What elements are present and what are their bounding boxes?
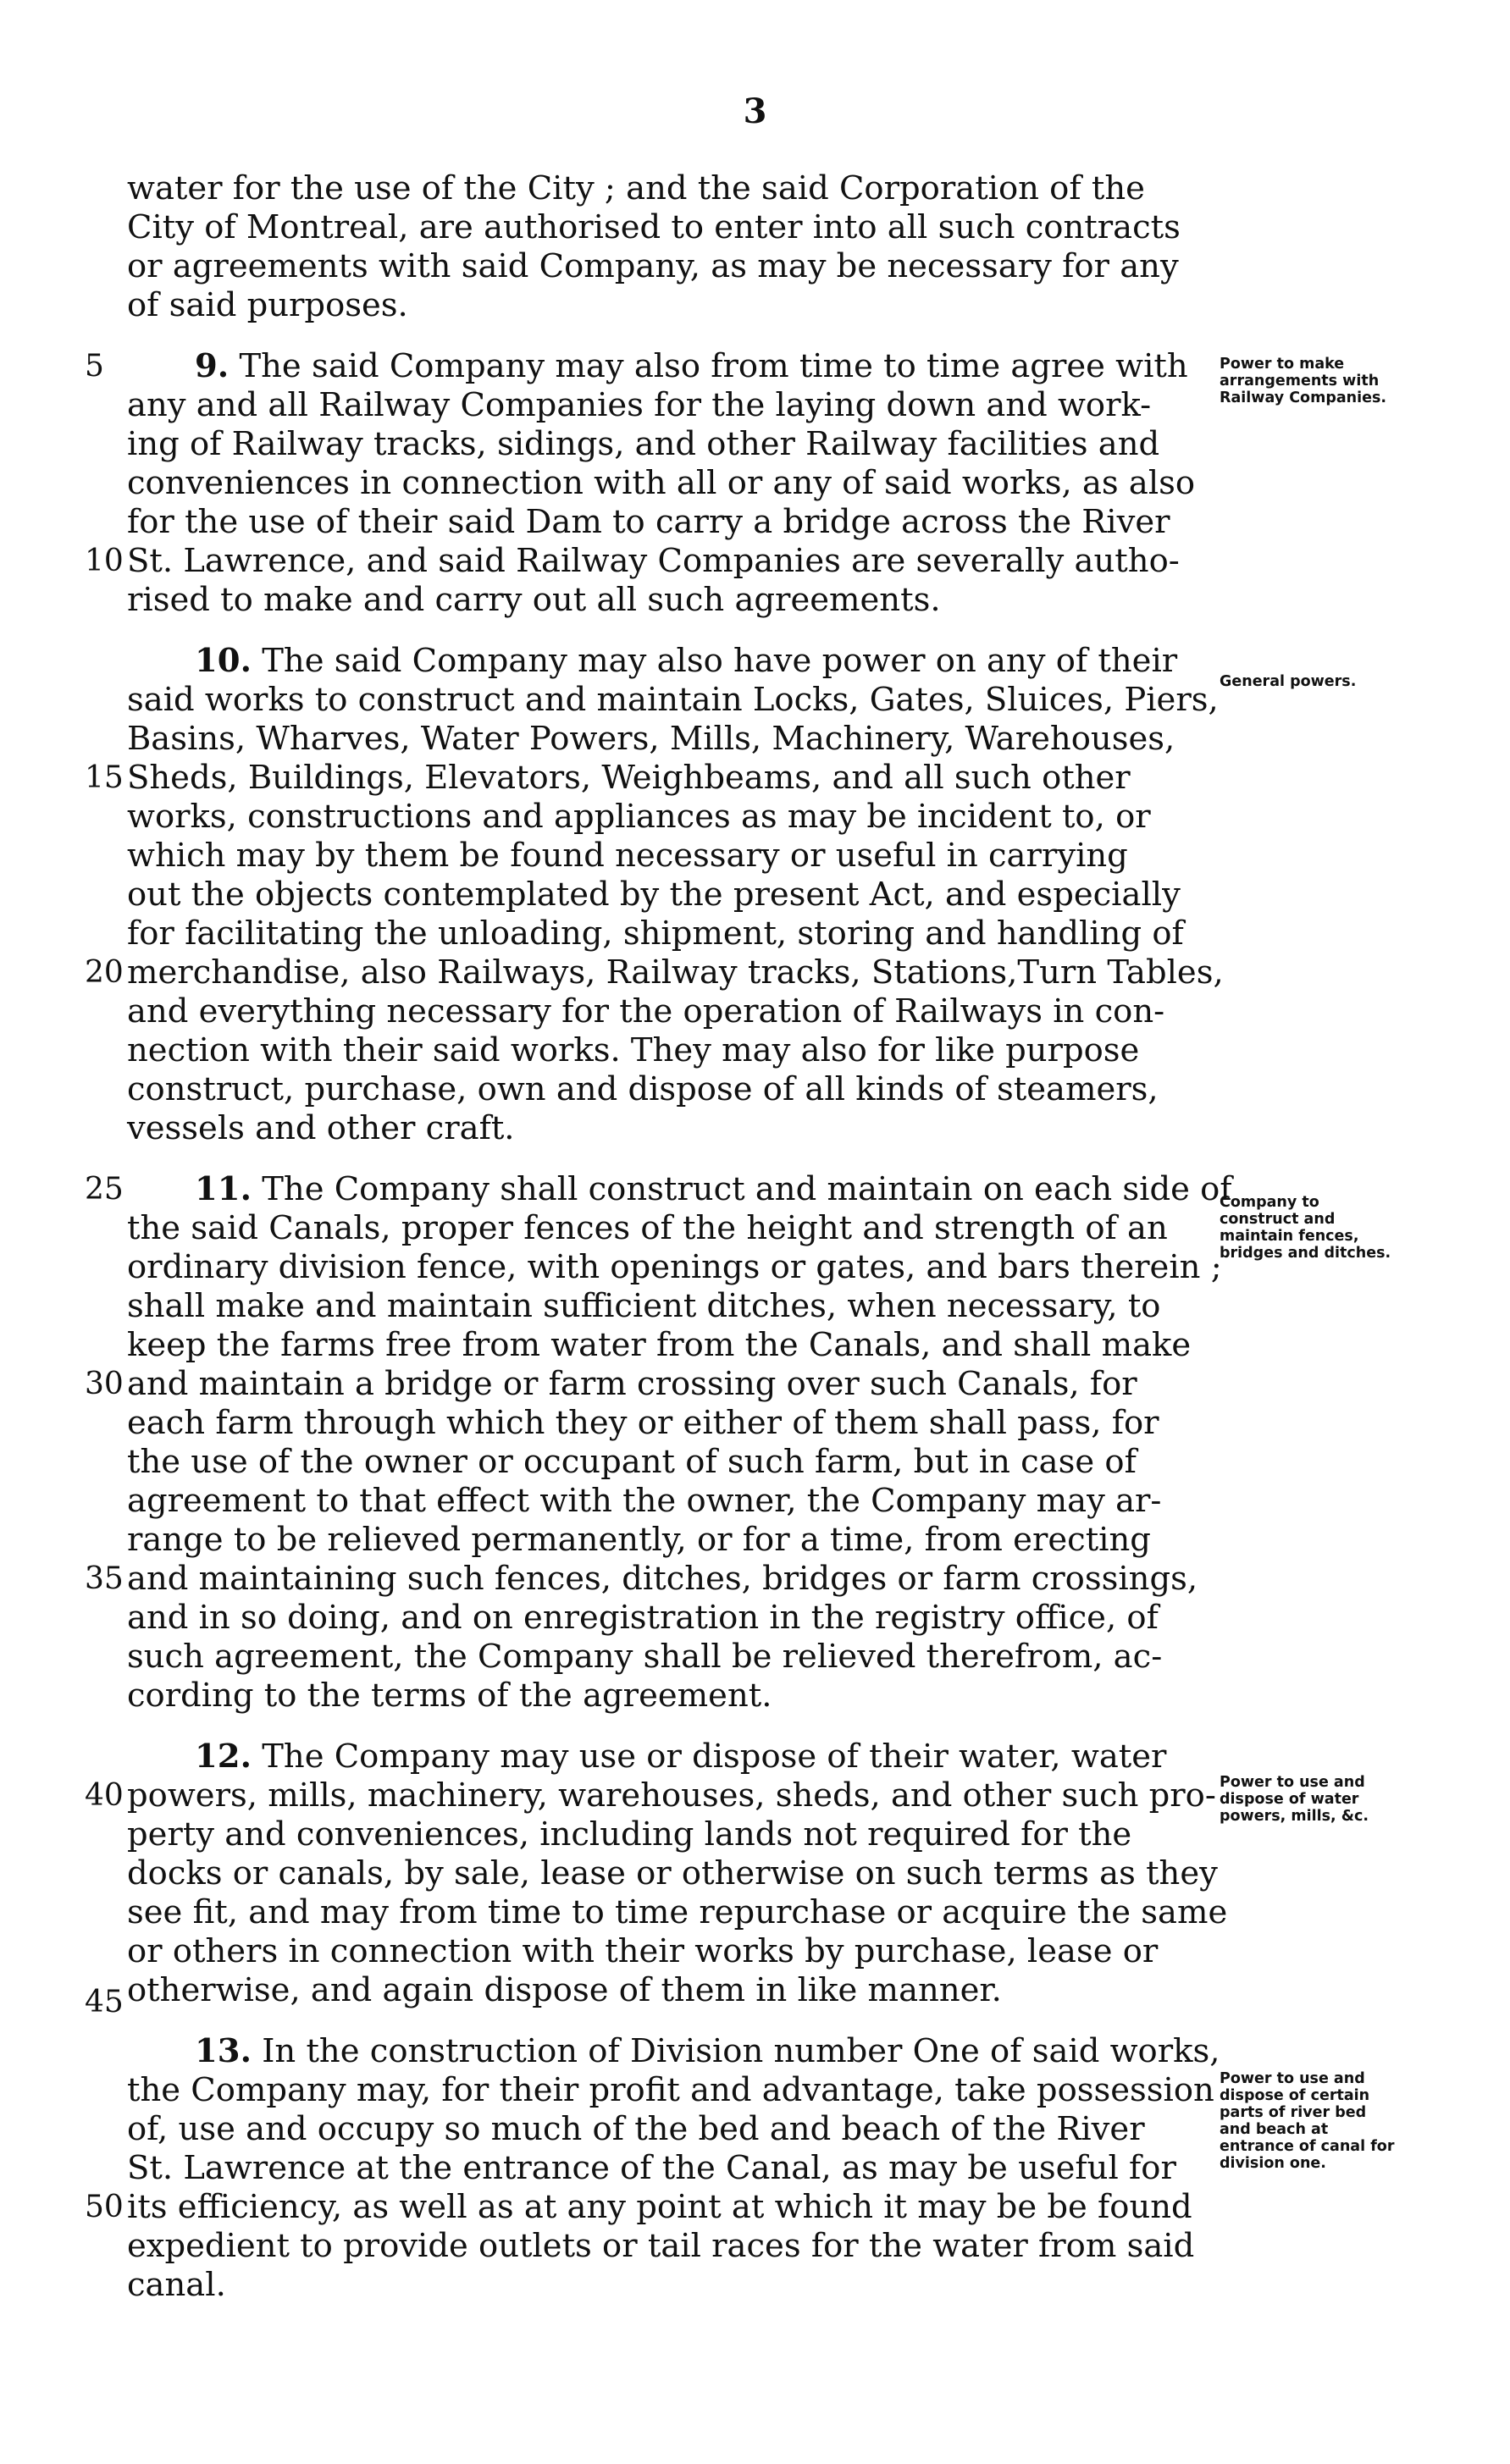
text-line: City of Montreal, are authorised to enter into all such contracts bbox=[127, 208, 1181, 246]
text-line: vessels and other craft. bbox=[127, 1109, 515, 1147]
text-line: works, constructions and appliances as may be incident to, or bbox=[127, 798, 1151, 836]
text-line: Basins, Wharves, Water Powers, Mills, Machinery, Warehouses, bbox=[127, 720, 1175, 758]
line-number: 45 bbox=[85, 1985, 124, 2019]
document-body bbox=[85, 169, 1232, 2305]
text-line: of, use and occupy so much of the bed and beach of the River bbox=[127, 2110, 1145, 2148]
text-line bbox=[127, 2032, 1220, 2071]
text-line: rised to make and carry out all such agreements. bbox=[127, 581, 941, 619]
page-number: 3 bbox=[743, 91, 767, 131]
text-line: In the construction of Division number One of said works, bbox=[251, 2032, 1220, 2070]
text-line bbox=[127, 1738, 1211, 1776]
text-line: docks or canals, by sale, lease or otherwise on such terms as they bbox=[127, 1854, 1218, 1892]
text-line: range to be relieved permanently, or for a time, from erecting bbox=[127, 1521, 1151, 1559]
text-line: St. Lawrence at the entrance of the Canal, as may be useful for bbox=[127, 2149, 1176, 2187]
margin-note: Power to make arrangements with Railway Companies. bbox=[1220, 356, 1387, 406]
margin-note: General powers. bbox=[1220, 673, 1357, 690]
text-line: The Company may use or dispose of their water, water bbox=[251, 1738, 1167, 1776]
line-number: 30 bbox=[85, 1367, 124, 1401]
text-line: the Company may, for their profit and advantage, take possession bbox=[127, 2071, 1214, 2109]
section-11 bbox=[85, 1170, 1232, 1715]
section-number: 10. bbox=[195, 642, 252, 680]
line-number: 50 bbox=[85, 2190, 124, 2224]
line-number: 20 bbox=[85, 955, 124, 990]
text-line bbox=[127, 642, 1211, 681]
margin-note: Power to use and dispose of certain parts of river bed and beach at entrance of canal for division one. bbox=[1220, 2070, 1395, 2172]
text-line: expedient to provide outlets or tail races for the water from said bbox=[127, 2227, 1195, 2265]
text-line: and everything necessary for the operation of Railways in con- bbox=[127, 992, 1165, 1030]
text-line: canal. bbox=[127, 2266, 226, 2304]
text-line: the use of the owner or occupant of such farm, but in case of bbox=[127, 1443, 1137, 1481]
section-number: 9. bbox=[195, 347, 230, 385]
section-12 bbox=[85, 1738, 1228, 2019]
text-line: said works to construct and maintain Locks, Gates, Sluices, Piers, bbox=[127, 681, 1219, 719]
section-number: 12. bbox=[195, 1738, 252, 1776]
text-line: cording to the terms of the agreement. bbox=[127, 1677, 772, 1715]
text-line: agreement to that effect with the owner, the Company may ar- bbox=[127, 1482, 1162, 1520]
text-line: and in so doing, and on enregistration in the registry office, of bbox=[127, 1599, 1159, 1637]
text-line: merchandise, also Railways, Railway tracks, Stations,Turn Tables, bbox=[127, 953, 1224, 992]
line-number: 35 bbox=[85, 1561, 124, 1596]
text-line: water for the use of the City ; and the said Corporation of the bbox=[127, 169, 1145, 207]
line-number: 40 bbox=[85, 1778, 124, 1813]
text-line bbox=[127, 1170, 1232, 1209]
text-line: The said Company may also have power on any of their bbox=[251, 642, 1178, 680]
text-line: shall make and maintain sufficient ditches, when necessary, to bbox=[127, 1287, 1161, 1325]
paragraph-continuation bbox=[127, 169, 1211, 325]
text-line: of said purposes. bbox=[127, 286, 408, 324]
text-line: conveniences in connection with all or any of said works, as also bbox=[127, 464, 1196, 502]
text-line: which may by them be found necessary or useful in carrying bbox=[127, 837, 1128, 875]
margin-note: Power to use and dispose of water powers, mills, &c. bbox=[1220, 1774, 1369, 1825]
text-line: St. Lawrence, and said Railway Companies are severally autho- bbox=[127, 542, 1180, 580]
text-line: its efficiency, as well as at any point at which it may be be found bbox=[127, 2188, 1192, 2226]
text-line: any and all Railway Companies for the laying down and work- bbox=[127, 386, 1152, 424]
text-line: perty and conveniences, including lands not required for the bbox=[127, 1815, 1132, 1854]
text-line: and maintain a bridge or farm crossing over such Canals, for bbox=[127, 1365, 1137, 1403]
text-line: The Company shall construct and maintain on each side of bbox=[251, 1170, 1232, 1208]
text-line: The said Company may also from time to time agree with bbox=[229, 347, 1188, 385]
text-line: ing of Railway tracks, sidings, and other Railway facilities and bbox=[127, 425, 1160, 463]
line-number: 15 bbox=[85, 760, 124, 795]
section-13 bbox=[85, 2032, 1220, 2305]
text-line: nection with their said works. They may also for like purpose bbox=[127, 1031, 1140, 1069]
text-line: for the use of their said Dam to carry a bridge across the River bbox=[127, 503, 1170, 541]
text-line: out the objects contemplated by the present Act, and especially bbox=[127, 876, 1181, 914]
text-line: otherwise, and again dispose of them in like manner. bbox=[127, 1971, 1002, 2009]
text-line: for facilitating the unloading, shipment, storing and handling of bbox=[127, 914, 1184, 953]
text-line: ordinary division fence, with openings or gates, and bars therein ; bbox=[127, 1248, 1222, 1286]
section-10 bbox=[85, 642, 1224, 1148]
section-number: 11. bbox=[195, 1170, 252, 1208]
text-line: keep the farms free from water from the Canals, and shall make bbox=[127, 1326, 1192, 1364]
text-line: Sheds, Buildings, Elevators, Weighbeams, and all such other bbox=[127, 759, 1131, 797]
text-line: see fit, and may from time to time repurchase or acquire the same bbox=[127, 1893, 1228, 1931]
text-line: and maintaining such fences, ditches, bridges or farm crossings, bbox=[127, 1560, 1198, 1598]
line-number: 5 bbox=[85, 349, 104, 384]
text-line bbox=[127, 347, 1211, 386]
section-9 bbox=[85, 347, 1211, 620]
text-line: or agreements with said Company, as may be necessary for any bbox=[127, 247, 1179, 285]
text-line: such agreement, the Company shall be relieved therefrom, ac- bbox=[127, 1638, 1163, 1676]
text-line: construct, purchase, own and dispose of all kinds of steamers, bbox=[127, 1070, 1159, 1108]
text-line: the said Canals, proper fences of the height and strength of an bbox=[127, 1209, 1168, 1247]
text-line: or others in connection with their works by purchase, lease or bbox=[127, 1932, 1159, 1970]
text-line: each farm through which they or either of them shall pass, for bbox=[127, 1404, 1159, 1442]
section-number: 13. bbox=[195, 2032, 252, 2070]
margin-note: Company to construct and maintain fences, bridges and ditches. bbox=[1220, 1194, 1391, 1262]
text-line: powers, mills, machinery, warehouses, sheds, and other such pro- bbox=[127, 1776, 1216, 1815]
line-number: 25 bbox=[85, 1172, 124, 1207]
line-number: 10 bbox=[85, 544, 124, 578]
